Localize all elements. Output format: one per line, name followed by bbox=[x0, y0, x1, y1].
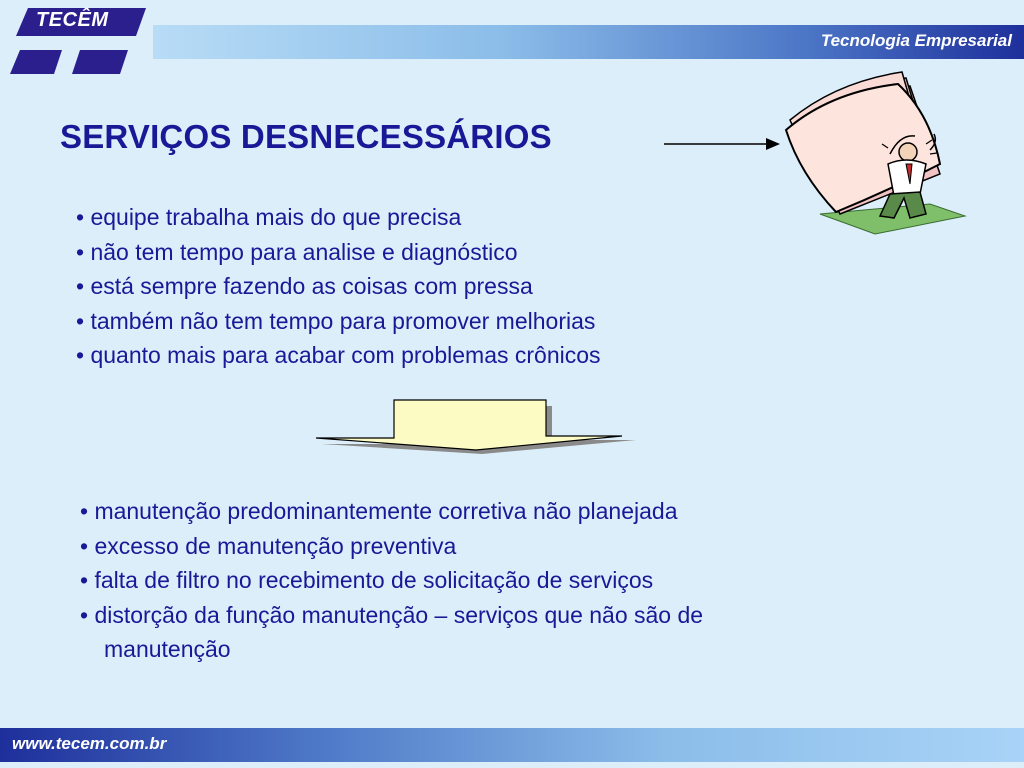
footer-bar bbox=[0, 728, 1024, 762]
footer-url[interactable]: www.tecem.com.br bbox=[12, 734, 167, 753]
list-item: • não tem tempo para analise e diagnóstico bbox=[76, 238, 518, 265]
list-item: • também não tem tempo para promover melhorias bbox=[76, 307, 596, 334]
list-item: • quanto mais para acabar com problemas crônicos bbox=[76, 342, 601, 368]
logo-text: TECÊM bbox=[36, 9, 109, 31]
causes-list bbox=[80, 494, 703, 667]
right-arrow-icon bbox=[664, 136, 782, 152]
slide-title: SERVIÇOS DESNECESSÁRIOS bbox=[60, 118, 552, 155]
down-arrow-icon bbox=[314, 398, 640, 460]
header-bar bbox=[153, 25, 1024, 59]
list-item: • falta de filtro no recebimento de solicitação de serviços bbox=[80, 567, 654, 593]
header-tagline: Tecnologia Empresarial bbox=[820, 31, 1012, 50]
list-item: • manutenção predominantemente corretiva não planejada bbox=[80, 498, 678, 524]
overwhelmed-worker-icon bbox=[780, 64, 970, 239]
list-item: • excesso de manutenção preventiva bbox=[80, 532, 457, 559]
list-item: • equipe trabalha mais do que precisa bbox=[76, 204, 462, 230]
tecem-logo bbox=[8, 8, 148, 80]
symptoms-list bbox=[76, 200, 601, 373]
list-item-continuation: manutenção bbox=[104, 636, 231, 662]
list-item: • distorção da função manutenção – serviços que não são de bbox=[80, 601, 704, 628]
list-item: • está sempre fazendo as coisas com pressa bbox=[76, 273, 533, 299]
